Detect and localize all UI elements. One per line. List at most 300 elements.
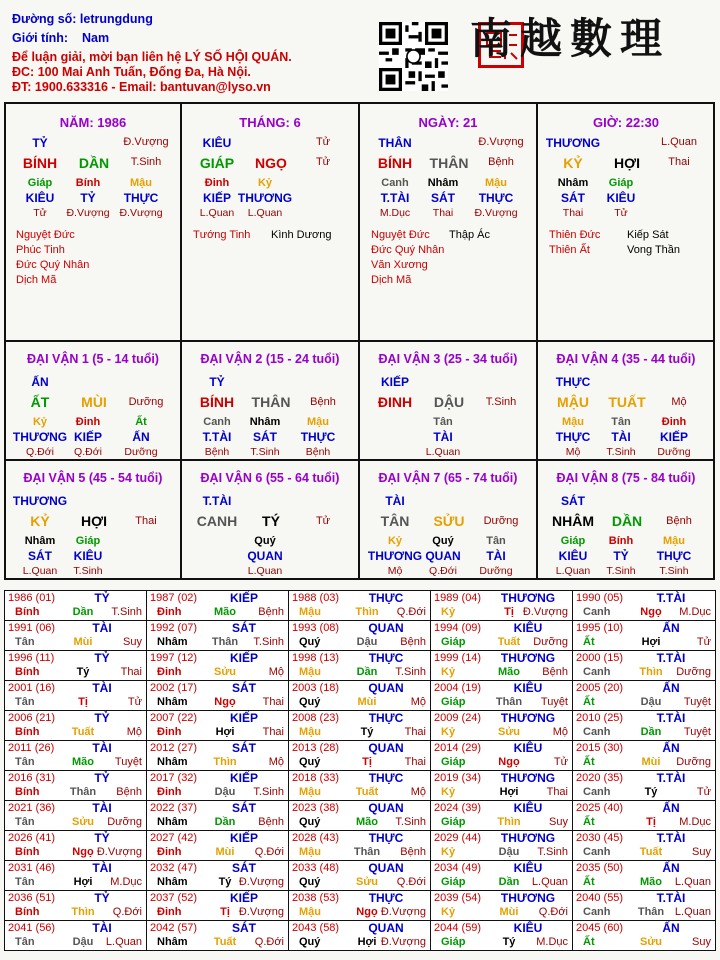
hidden-phase: Thai (432, 207, 454, 219)
year-phase: Bệnh (116, 786, 142, 798)
year-cell (573, 921, 716, 951)
star-other: Kiếp Sát (627, 229, 669, 241)
year-phase: Tuyệt (683, 726, 711, 738)
year-label: 2004 (19) (434, 682, 482, 694)
year-god: KIẾP (229, 651, 258, 665)
year-cell (431, 861, 573, 891)
luck-chi: DẬU (433, 394, 465, 410)
year-stem: Quý (299, 936, 321, 948)
year-phase: Bệnh (400, 636, 426, 648)
luck-chi: HỢI (81, 513, 107, 529)
year-god: THƯƠNG (500, 711, 556, 725)
year-cell (5, 831, 147, 861)
year-god: THỰC (368, 771, 404, 785)
year-cell (573, 711, 716, 741)
year-god: T.TÀI (656, 771, 686, 785)
year-branch: Sửu (639, 936, 663, 948)
luck-can: ĐINH (377, 394, 413, 410)
year-phase: Q.Đới (254, 846, 284, 858)
year-cell (289, 711, 431, 741)
year-branch: Hợi (73, 876, 93, 888)
luck-god: T.TÀI (202, 494, 232, 508)
year-label: 2003 (18) (292, 682, 340, 694)
year-phase: Q.Đới (254, 936, 284, 948)
luck-hidden-phase: L.Quan (22, 565, 58, 577)
hidden-phase: L.Quan (199, 207, 235, 219)
hidden-phase: Tử (33, 207, 47, 219)
year-cell (289, 771, 431, 801)
year-god: KIÊU (513, 741, 543, 755)
year-branch: Mão (72, 756, 94, 768)
year-phase: Q.Đới (396, 876, 426, 888)
year-cell (147, 741, 289, 771)
year-branch: Mùi (73, 636, 93, 648)
year-label: 2034 (49) (434, 862, 482, 874)
year-stem: Nhâm (157, 756, 188, 768)
year-god: TÀI (92, 801, 112, 815)
year-branch: Sửu (213, 666, 237, 678)
luck-hidden-stem: Giáp (560, 535, 586, 547)
year-branch: Mùi (215, 846, 235, 858)
star-good: Đức Quý Nhân (16, 259, 90, 271)
luck-can: CANH (196, 513, 238, 529)
year-stem: Đinh (157, 726, 182, 738)
year-god: KIÊU (513, 861, 543, 875)
luck-hidden-phase: Dưỡng (657, 446, 691, 458)
year-label: 1988 (03) (292, 592, 340, 604)
hidden-god: SÁT (561, 191, 585, 205)
year-branch: Tị (78, 696, 88, 708)
year-phase: Tử (696, 786, 711, 798)
year-stem: Giáp (441, 816, 466, 828)
year-cell (431, 621, 573, 651)
luck-hidden-phase: T.Sinh (659, 565, 689, 577)
pillar-title: NĂM: 1986 (59, 115, 127, 130)
year-god: ẤN (662, 741, 680, 755)
year-god: KIẾP (229, 591, 258, 605)
pillar-sinh: T.Sinh (130, 156, 162, 168)
year-stem: Canh (583, 906, 611, 918)
year-stem: Canh (583, 786, 611, 798)
year-stem: Ất (583, 816, 595, 828)
name-line: Đường số: letrungdung (12, 12, 153, 26)
year-label: 2012 (27) (150, 742, 198, 754)
luck-can: TÂN (380, 513, 410, 529)
luck-hidden-stem: Mậu (663, 535, 685, 547)
year-phase: Mộ (126, 726, 142, 738)
luck-sinh: Mộ (671, 396, 687, 408)
year-branch: Dậu (356, 636, 378, 648)
luck-hidden-god: T.TÀI (202, 430, 232, 444)
year-cell (431, 801, 573, 831)
luck-title: ĐẠI VẬN 8 (75 - 84 tuổi) (556, 471, 696, 485)
year-branch: Ngọ (498, 756, 520, 768)
luck-hidden-god: QUAN (247, 549, 283, 563)
year-cell (289, 741, 431, 771)
year-label: 2023 (38) (292, 802, 340, 814)
year-label: 1990 (05) (576, 592, 624, 604)
year-branch: Mùi (641, 756, 661, 768)
year-label: 2011 (26) (8, 742, 55, 754)
star-good: Thiên Đức (549, 229, 601, 241)
year-branch: Tuất (497, 636, 521, 648)
year-phase: Đ.Vượng (380, 906, 426, 918)
year-label: 2020 (35) (576, 772, 624, 784)
year-cell (289, 831, 431, 861)
year-label: 2029 (44) (434, 832, 482, 844)
pillar-sinh: Bệnh (488, 156, 514, 168)
pillar-cs: Tử (315, 136, 331, 148)
year-stem: Nhâm (157, 876, 188, 888)
year-branch: Dần (72, 606, 94, 618)
luck-sinh: T.Sinh (485, 396, 517, 408)
year-god: T.TÀI (656, 711, 686, 725)
year-label: 2037 (52) (150, 892, 198, 904)
hidden-god: T.TÀI (380, 191, 410, 205)
year-branch: Hợi (499, 786, 519, 798)
year-cell (431, 591, 573, 621)
star-good: Thiên Ất (549, 244, 590, 256)
year-label: 2035 (50) (576, 862, 624, 874)
logo-text: 南越數理 (470, 14, 671, 63)
year-cell (5, 651, 147, 681)
luck-can: MẬU (557, 394, 589, 410)
year-phase: Dưỡng (676, 666, 711, 678)
year-label: 2039 (54) (434, 892, 482, 904)
luck-god: THỰC (555, 375, 591, 389)
year-label: 2025 (40) (576, 802, 624, 814)
hidden-god: KIÊU (606, 191, 636, 205)
year-cell (431, 681, 573, 711)
year-cell (289, 621, 431, 651)
year-stem: Quý (299, 876, 321, 888)
year-cell (5, 681, 147, 711)
year-cell (573, 771, 716, 801)
luck-hidden-stem: Quý (432, 535, 454, 547)
year-stem: Canh (583, 666, 611, 678)
year-branch: Thân (69, 786, 97, 798)
year-stem: Giáp (441, 876, 466, 888)
star-good: Nguyệt Đức (16, 229, 75, 241)
address-line: ĐC: 100 Mai Anh Tuấn, Đống Đa, Hà Nội. (12, 65, 251, 79)
year-label: 2024 (39) (434, 802, 482, 814)
year-cell (5, 891, 147, 921)
year-cell (431, 831, 573, 861)
year-label: 2022 (37) (150, 802, 198, 814)
year-branch: Tuất (71, 726, 95, 738)
hidden-phase: Tử (614, 207, 628, 219)
year-label: 2000 (15) (576, 652, 624, 664)
luck-title: ĐẠI VẬN 3 (25 - 34 tuổi) (378, 352, 518, 366)
year-label: 2015 (30) (576, 742, 624, 754)
year-cell (5, 591, 147, 621)
year-cell (573, 681, 716, 711)
star-good: Nguyệt Đức (371, 229, 430, 241)
year-god: TỶ (94, 891, 110, 905)
year-god: THƯƠNG (500, 651, 556, 665)
year-label: 2013 (28) (292, 742, 340, 754)
pillar-can: KỶ (563, 155, 583, 171)
phone-email-line: ĐT: 1900.633316 - Email: bantuvan@lyso.vn (12, 80, 271, 94)
year-label: 1989 (04) (434, 592, 482, 604)
luck-hidden-god: KIÊU (73, 549, 103, 563)
year-label: 1991 (06) (8, 622, 56, 634)
year-stem: Đinh (157, 666, 182, 678)
year-branch: Tý (644, 786, 658, 798)
year-stem: Đinh (157, 606, 182, 618)
year-cell (147, 681, 289, 711)
luck-hidden-phase: Q.Đới (74, 446, 102, 458)
year-branch: Ngọ (640, 606, 662, 618)
year-cell (573, 861, 716, 891)
luck-hidden-stem: Ất (135, 416, 147, 428)
year-stem: Kỷ (441, 846, 456, 858)
luck-chi: DẦN (611, 513, 643, 529)
year-cell (147, 831, 289, 861)
year-stem: Giáp (441, 756, 466, 768)
year-stem: Quý (299, 696, 321, 708)
hidden-stem: Giáp (27, 177, 53, 189)
year-cell (147, 591, 289, 621)
year-god: QUAN (368, 741, 404, 755)
year-cell (573, 741, 716, 771)
hidden-stem: Mậu (485, 177, 507, 189)
pillar-sinh: Tử (315, 156, 331, 168)
year-stem: Mậu (299, 726, 321, 738)
year-phase: T.Sinh (253, 786, 284, 798)
star-good: Dịch Mã (371, 274, 412, 286)
year-god: THỰC (368, 831, 404, 845)
luck-hidden-stem: Canh (203, 416, 231, 428)
year-phase: L.Quan (674, 906, 711, 918)
pillar-chi: HỢI (614, 155, 640, 171)
luck-sinh: Bệnh (666, 515, 692, 527)
year-god: TỶ (94, 651, 110, 665)
year-cell (147, 771, 289, 801)
year-stem: Mậu (299, 846, 321, 858)
year-phase: Tuyệt (683, 696, 711, 708)
hidden-stem: Bính (75, 177, 101, 189)
year-stem: Tân (15, 816, 35, 828)
year-phase: T.Sinh (537, 846, 568, 858)
pillar-sinh: Thai (668, 156, 690, 168)
pillar-god: THÂN (378, 136, 412, 150)
year-god: ẤN (662, 801, 680, 815)
year-label: 2040 (55) (576, 892, 624, 904)
luck-chi: TÝ (262, 513, 280, 529)
year-cell (147, 621, 289, 651)
year-phase: Tuyệt (540, 696, 568, 708)
luck-hidden-god: THƯƠNG (12, 430, 68, 444)
hidden-phase: L.Quan (247, 207, 283, 219)
year-phase: Thai (262, 726, 284, 738)
year-stem: Kỷ (441, 906, 456, 918)
year-god: THƯƠNG (500, 831, 556, 845)
year-cell (573, 801, 716, 831)
year-label: 2009 (24) (434, 712, 482, 724)
luck-god: KIẾP (380, 375, 409, 389)
year-cell (5, 711, 147, 741)
qr-code-icon (379, 22, 448, 91)
year-god: THƯƠNG (500, 591, 556, 605)
year-god: TỶ (94, 591, 110, 605)
year-stem: Bính (15, 846, 40, 858)
pillar-god: THƯƠNG (545, 136, 601, 150)
year-cell (573, 831, 716, 861)
pillar-chi: NGỌ (255, 155, 287, 171)
luck-hidden-god: TÀI (433, 430, 453, 444)
year-phase: Đ.Vượng (522, 606, 568, 618)
year-label: 2007 (22) (150, 712, 198, 724)
luck-hidden-stem: Mậu (307, 416, 329, 428)
year-phase: Thai (404, 756, 426, 768)
year-god: TÀI (92, 681, 112, 695)
year-label: 2042 (57) (150, 922, 198, 934)
star-good: Dịch Mã (16, 274, 57, 286)
year-cell (289, 801, 431, 831)
year-label: 2021 (36) (8, 802, 56, 814)
year-branch: Dần (498, 876, 520, 888)
year-branch: Thìn (355, 606, 379, 618)
luck-hidden-stem: Đinh (661, 416, 687, 428)
hidden-stem: Nhâm (427, 177, 459, 189)
luck-hidden-stem: Kỷ (387, 535, 403, 547)
year-branch: Tý (218, 876, 232, 888)
hidden-stem: Kỷ (257, 177, 273, 189)
luck-chi: TUẤT (608, 394, 646, 410)
year-phase: Suy (123, 636, 142, 648)
year-phase: T.Sinh (395, 666, 426, 678)
year-branch: Thân (495, 696, 523, 708)
year-phase: Mộ (268, 756, 284, 768)
year-god: ẤN (662, 621, 680, 635)
year-label: 1986 (01) (8, 592, 56, 604)
year-branch: Thìn (213, 756, 237, 768)
year-phase: Mộ (410, 786, 426, 798)
year-phase: Đ.Vượng (380, 936, 426, 948)
year-phase: Bệnh (258, 816, 284, 828)
luck-can: BÍNH (199, 394, 235, 410)
luck-hidden-phase: Dưỡng (124, 446, 158, 458)
year-stem: Canh (583, 846, 611, 858)
year-cell (289, 651, 431, 681)
year-god: TỶ (94, 711, 110, 725)
hidden-phase: Đ.Vượng (474, 207, 518, 219)
year-cell (147, 861, 289, 891)
year-branch: Tuất (213, 936, 237, 948)
luck-hidden-god: THỰC (300, 430, 336, 444)
year-branch: Tị (504, 606, 514, 618)
luck-can: ẤT (30, 394, 50, 410)
hidden-god: THƯƠNG (237, 191, 293, 205)
luck-hidden-phase: Bệnh (204, 446, 230, 458)
year-phase: Tử (553, 756, 568, 768)
year-label: 2030 (45) (576, 832, 624, 844)
year-god: QUAN (368, 621, 404, 635)
year-cell (573, 891, 716, 921)
year-phase: Thai (546, 786, 568, 798)
luck-hidden-phase: Q.Đới (429, 565, 457, 577)
year-phase: Bệnh (542, 666, 568, 678)
star-good: Đức Quý Nhân (371, 244, 445, 256)
year-stem: Ất (583, 936, 595, 948)
year-phase: Thai (404, 726, 426, 738)
year-god: ẤN (662, 681, 680, 695)
year-cell (5, 861, 147, 891)
year-stem: Đinh (157, 906, 182, 918)
year-stem: Mậu (299, 666, 321, 678)
year-branch: Ngọ (356, 906, 378, 918)
year-stem: Nhâm (157, 936, 188, 948)
year-god: QUAN (368, 801, 404, 815)
luck-hidden-god: KIẾP (659, 430, 688, 444)
year-phase: Bệnh (258, 606, 284, 618)
year-branch: Thìn (497, 816, 521, 828)
luck-hidden-god: SÁT (28, 549, 52, 563)
year-label: 2033 (48) (292, 862, 340, 874)
pillar-cs: Đ.Vượng (123, 136, 169, 148)
luck-title: ĐẠI VẬN 1 (5 - 14 tuổi) (27, 352, 159, 366)
year-cell (147, 891, 289, 921)
star-other: Thập Ác (449, 229, 490, 241)
year-god: QUAN (368, 921, 404, 935)
year-label: 1999 (14) (434, 652, 482, 664)
year-phase: Dưỡng (533, 636, 568, 648)
year-cell (431, 711, 573, 741)
hidden-god: KIÊU (25, 191, 55, 205)
year-label: 2045 (60) (576, 922, 624, 934)
hidden-stem: Nhâm (557, 177, 589, 189)
luck-hidden-phase: Dưỡng (479, 565, 513, 577)
year-phase: Q.Đới (112, 906, 142, 918)
luck-can: NHÂM (552, 513, 594, 529)
year-phase: Tử (127, 696, 142, 708)
year-god: ẤN (662, 921, 680, 935)
year-label: 1987 (02) (150, 592, 198, 604)
year-phase: Tử (696, 636, 711, 648)
luck-hidden-stem: Đinh (75, 416, 101, 428)
pillar-god: TỶ (32, 136, 48, 150)
luck-hidden-stem: Bính (608, 535, 634, 547)
hidden-stem: Canh (381, 177, 409, 189)
year-god: THƯƠNG (500, 771, 556, 785)
year-god: KIẾP (229, 711, 258, 725)
year-branch: Dậu (498, 846, 520, 858)
year-cell (573, 621, 716, 651)
year-stem: Quý (299, 636, 321, 648)
luck-hidden-phase: Bệnh (305, 446, 331, 458)
luck-chi: THÂN (251, 394, 291, 410)
luck-hidden-god: KIẾP (73, 430, 102, 444)
year-god: KIẾP (229, 891, 258, 905)
year-phase: Mộ (268, 666, 284, 678)
year-label: 2018 (33) (292, 772, 340, 784)
luck-title: ĐẠI VẬN 2 (15 - 24 tuổi) (200, 352, 340, 366)
year-branch: Sửu (71, 816, 95, 828)
luck-hidden-stem: Giáp (75, 535, 101, 547)
luck-hidden-stem: Nhâm (24, 535, 56, 547)
luck-hidden-god: TÀI (611, 430, 631, 444)
luck-hidden-stem: Mậu (562, 416, 584, 428)
year-god: KIÊU (513, 621, 543, 635)
year-cell (5, 771, 147, 801)
star-other: Vong Thần (627, 244, 681, 256)
year-phase: Thai (120, 666, 142, 678)
year-stem: Nhâm (157, 636, 188, 648)
year-phase: Đ.Vượng (238, 876, 284, 888)
hidden-phase: Đ.Vượng (66, 207, 110, 219)
luck-god: SÁT (561, 494, 585, 508)
